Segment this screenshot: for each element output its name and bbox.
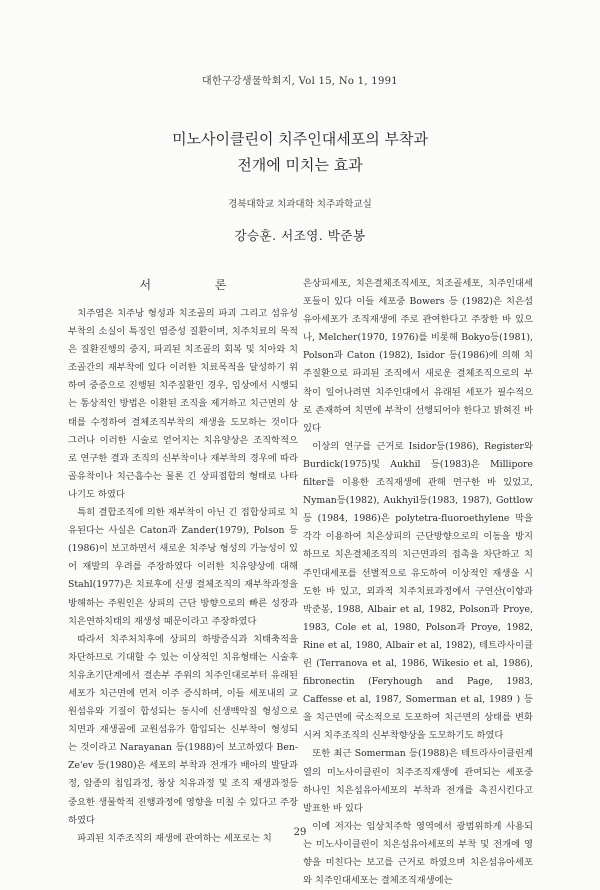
affiliation: 경북대학교 치과대학 치주과학교실 bbox=[228, 199, 372, 210]
title-line-1: 미노사이클린이 치주인대세포의 부착과 bbox=[172, 130, 428, 148]
title-line-2: 전개에 미치는 효과 bbox=[237, 156, 363, 174]
right-column bbox=[303, 275, 533, 890]
paragraph: 또한 최근 Somerman 등(1988)은 테트라사이클린계열의 미노사이클린이 치주조직재생에 관여되는 세포중 하나인 치은섬유아세포의 부착과 전개를 촉진시킨다고 발표한 바 있다 bbox=[303, 748, 533, 814]
paragraph: 은상피세포, 치은결체조직세포, 치조골세포, 치주인대세포들이 있다 이들 세포중 Bowers 등 (1982)은 치은섬유아세포가 조직재생에 주로 관여한다고 주장한 바 있으나, Melcher(1970, 1976)를 비롯해 Bokyo등(1981), Polson과 Caton (1982), Isidor 등(1986)에 의해 치주질환으로 파괴된 조직에서 새로운 결체조직으로의 부착이 일어나려면 치주인대에서 유래된 세포가 필수적으로 존재하여 치면에 부착이 선행되어야 한다고 밝혀진 바 있다 bbox=[303, 278, 533, 434]
paragraph: 파괴된 치주조직의 재생에 관여하는 세포로는 치 bbox=[77, 832, 272, 844]
paragraph: 치주염은 치주낭 형성과 치조골의 파괴 그리고 섬유성 부착의 소실이 특징인 염증성 질환이며, 치주치료의 목적은 질환진행의 중지, 파괴된 치조골의 회복 및 치아와 치조골간의 재부착에 있다 이러한 치료목적을 달성하기 위하여 중증으로 진행된 치주질환인 경우, 임상에서 시행되는 통상적인 방법은 이환된 조직을 제거하고 치근면의 상태를 수정하여 결체조직부착의 재생을 도모하는 것이다 그러나 이러한 시술로 얻어지는 치유양상은 조직학적으로 연구한 결과 조직의 신부착이나 재부착의 경우에 따라 골유착이나 치근흡수는 물론 긴 상피접합의 형태로 나타나기도 하였다 bbox=[68, 308, 298, 500]
page-number: 29 bbox=[293, 827, 307, 838]
paragraph: 이상의 연구를 근거로 Isidor등(1986), Register와 Burdick(1975)및 Aukhil 등(1983)은 Millipore filter를 이용한 조직재생에 관해 연구한 바 있었고, Nyman등(1982), Aukhyil등(1983, 1987), Gottlow등 (1984, 1986)은 polytetra-fluoroethylene 막을 각각 이용하여 치은상피의 근단방향으로의 이동을 방지하므로 치은결체조직의 치근면과의 접촉을 차단하고 치주인대세포를 선별적으로 유도하여 이상적인 재생을 시도한 바 있고, 외과적 치주치료과정에서 구연산(이향과 박준봉, 1988, Albair et al, 1982, Polson과 Proye, 1983, Cole et al, 1980, Polson과 Proye, 1982, Rine et al, 1980, Albair et al, 1982), 테트라사이클린 (Terranova et al, 1986, Wikesio et al, 1986), fibronectin (Feryhough and Page, 1983, Caffesse et al, 1987, Somerman et al, 1989 ) 등을 치근면에 국소적으로 도포하여 치근면의 상태를 변화시켜 치주조직의 신부착향상을 도모하기도 하였다 bbox=[303, 440, 533, 742]
paragraph: 따라서 치주처치후에 상피의 하방증식과 치태축적을 차단하므로 기대할 수 있는 이상적인 치유형태는 시술후 치유초기단계에서 결손부 주위의 치주인대로부터 유래된 세포가 치근면에 먼저 이주 증식하며, 이들 세포내의 교원섬유와 기질이 합성되는 동시에 신생백악질 형성으로 치면과 재생골에 교원섬유가 함입되는 신부착이 형성되는 것이라고 Narayanan 등(1988)이 보고하였다 Ben-Ze'ev 등(1980)은 세포의 부착과 전개가 배아의 발달과정, 암종의 침입과정, 창상 치유과정 및 조직 재생과정등 중요한 생물학적 진행과정에 영향을 미칠 수 있다고 주장하였다 bbox=[68, 633, 298, 826]
paragraph: 특히 결합조직에 의한 재부착이 아닌 긴 접합상피로 치유된다는 사실은 Caton과 Zander(1979), Polson 등(1986)이 보고하면서 새로운 치주낭 형성의 가능성이 있어 재발의 우려를 주장하였다 이러한 치유양상에 대해 Stahl(1977)은 치료후에 신생 결체조직의 재부착과정을 방해하는 주원인은 상피의 근단 방향으로의 빠른 성장과 치은연하치태의 재생성 때문이라고 주장하였다 bbox=[68, 507, 298, 627]
authors: 강승훈. 서조영. 박준봉 bbox=[234, 228, 366, 243]
paragraph: 이에 저자는 임상치주학 영역에서 광범위하게 사용되는 미노사이클린이 치은섬유아세포의 부착 및 전개에 영향을 미친다는 보고를 근거로 하였으며 치은섬유아세포와 치주인대세포는 결체조직재생에는 bbox=[303, 820, 533, 887]
paper-title bbox=[0, 126, 600, 178]
left-column bbox=[68, 275, 298, 848]
journal-header: 대한구강생물학회지, Vol 15, No 1, 1991 bbox=[202, 76, 398, 87]
section-title: 서 론 bbox=[139, 278, 257, 292]
